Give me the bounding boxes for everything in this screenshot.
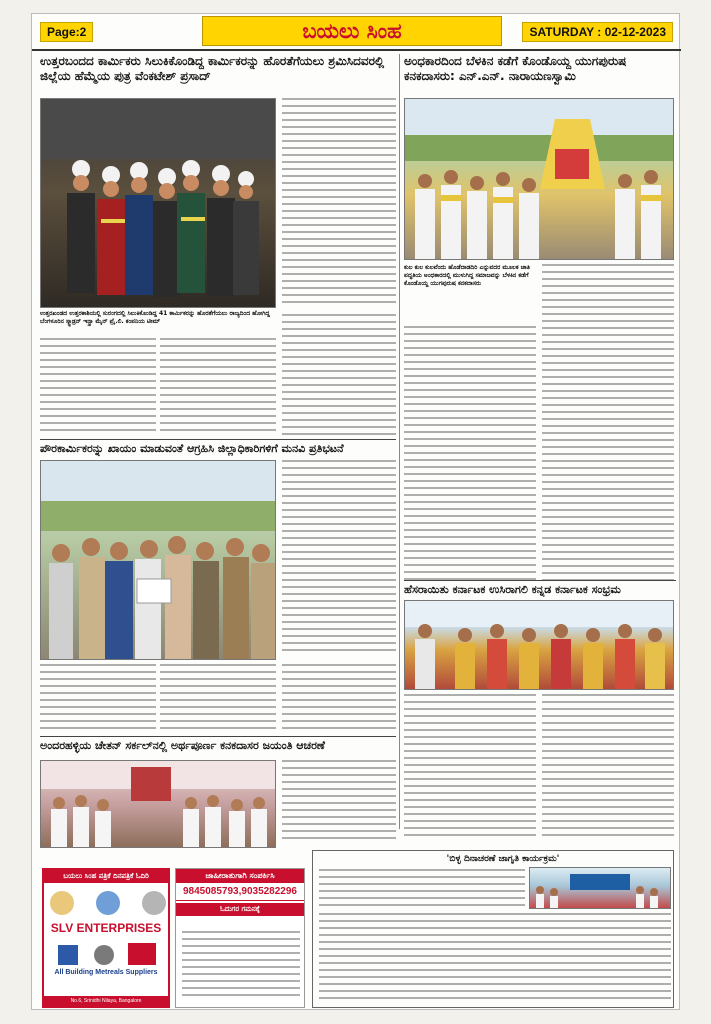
ad-logos-row (44, 887, 170, 921)
header-divider (32, 49, 681, 51)
article-text-block (404, 326, 536, 588)
headline-tunnel-rescue: ಉತ್ತರಬಂದದ ಕಾರ್ಮಿಕರು ಸಿಲುಕಿಕೊಂಡಿದ್ದ ಕಾರ್ಮಿಕರನ್ನು ಹೊರತೆಗೆಯಲು ಶ್ರಮಿಸಿದವರಲ್ಲಿ ಜಿಲ್ಲೆಯ ಹೆಮ್ಮೆಯ ಪುತ್ರ ವೆಂಕಟೇಶ್ ಪ್ರಸಾದ್ (40, 54, 385, 83)
photo-protest-memorandum (40, 460, 276, 660)
article-text-block (282, 664, 396, 736)
ad-notice-title: ಓದುಗರ ಗಮನಕ್ಕೆ (176, 903, 304, 916)
article-text-block (160, 664, 276, 736)
article-text-block (40, 338, 156, 438)
issue-date: SATURDAY : 02-12-2023 (522, 22, 673, 42)
photo-awareness-programme (529, 867, 671, 909)
headline-workers-protest: ಪೌರಕಾರ್ಮಿಕರನ್ನು ಖಾಯಂ ಮಾಡುವಂತೆ ಆಗ್ರಹಿಸಿ ಜಿಲ್ಲಾಧಿಕಾರಿಗಳಿಗೆ ಮನವಿ ಪ್ರತಿಭಟನೆ (40, 442, 344, 455)
article-text-block (282, 314, 396, 438)
ad-contact-title: ಜಾಹೀರಾತುಗಾಗಿ ಸಂಪರ್ಕಿಸಿ (176, 869, 304, 883)
section-divider (40, 736, 396, 737)
section-divider (404, 580, 676, 581)
photo-caption: ಉತ್ತರಖಂಡದ ಉತ್ತರಕಾಶಿಯಲ್ಲಿ ಸುರಂಗದಲ್ಲಿ ಸಿಲುಕಿಕೊಂಡಿದ್ದ 41 ಕಾರ್ಮಿಕರನ್ನು ಹೊರತೆಗೆಯಲು ರಾಜ್ಯದಿಂದ ಹೋಗಿದ್ದ ಬೆಂಗಳೂರಿನ ಸ್ಕ್ವಾಡ್ರನ್ ಇನ್ಫ್ರಾ ಮೈನ್ ಪ್ರೈ.ಲಿ. ಕಂಪನಿಯ ಟೀಮ್ (40, 310, 270, 325)
headline-karnataka-sambhrama: ಹೆಸರಾಯಿತು ಕರ್ನಾಟಕ ಉಸಿರಾಗಲಿ ಕನ್ನಡ ಕರ್ನಾಟಕ ಸಂಭ್ರಮ (404, 583, 621, 596)
newspaper-page (31, 13, 680, 1010)
ad-address: No.6, Srinidhi Nilaya, Bangalore (44, 996, 168, 1006)
page-number: Page:2 (40, 22, 93, 42)
ad-tagline: All Building Metreals Suppliers (54, 969, 158, 976)
photo-jayanti-celebration (40, 760, 276, 848)
pull-quote: ಕುಲ ಕುಲ ಕುಲವೆಂದು ಹೊಡೆದಾಡದಿರಿ ಎನ್ನುವದರ ಮೂಲಕ ಜಾತಿ ಪದ್ಧತಿಯ ಅಂಧಕಾರದಲ್ಲಿ ಮುಳುಗಿದ್ದ ಸಮಾಜವನ್ನು ಬೆಳಕಿನ ಕಡೆಗೆ ಕೊಂಡೊಯ್ದ ಯುಗಪುರುಷ ಕನಕದಾಸರು (404, 264, 530, 287)
rajyotsava-illustration (405, 601, 674, 690)
awareness-illustration (530, 868, 671, 909)
headline-awareness: 'ಬಿಳ್ಳ ದಿನಾಚರಣೆ ಜಾಗೃತಿ ಕಾರ್ಯಕ್ರಮ' (446, 854, 560, 864)
ad-slv-enterprises (42, 868, 170, 1008)
article-text-block (542, 694, 674, 844)
headline-kanaka-jayanti: ಅಂದರಹಳ್ಳಿಯ ಚೇತನ್ ಸರ್ಕಲ್‌ನಲ್ಲಿ ಅರ್ಥಪೂರ್ಣ ಕನಕದಾಸರ ಜಯಂತಿ ಆಚರಣೆ (40, 739, 325, 752)
article-text-block (160, 338, 276, 438)
article-text-block (40, 664, 156, 736)
ad-notice-text (182, 931, 300, 1001)
ad-business-name: SLV ENTERPRISES (50, 921, 162, 935)
headline-kanakadasa: ಅಂಧಕಾರದಿಂದ ಬೆಳಕಿನ ಕಡೆಗೆ ಕೊಂಡೊಯ್ದ ಯುಗಪುರುಷ ಕನಕದಾಸರು: ಎನ್.ಎನ್. ನಾರಾಯಣಸ್ವಾಮಿ (404, 54, 627, 83)
ad-classifieds (175, 868, 305, 1008)
awareness-programme-box (312, 850, 674, 1008)
procession-illustration (405, 99, 674, 260)
masthead-title: ಬಯಲು ಸಿಂಹ (202, 16, 502, 46)
ad-band: ಬಯಲು ಸಿಂಹ ಪತ್ರಿಕೆ ದಿನಪತ್ರಿಕೆ ಓದಿರಿ (44, 870, 168, 883)
article-text-block (282, 760, 396, 848)
article-text-block (404, 694, 536, 844)
column-divider (399, 54, 400, 829)
section-divider (40, 439, 396, 440)
article-text-block (319, 869, 525, 909)
photo-rajyotsava (404, 600, 674, 690)
page-header (32, 14, 681, 48)
article-text-block (282, 98, 396, 310)
article-text-block (319, 913, 671, 1005)
article-text-block (542, 264, 674, 588)
photo-kanaka-procession (404, 98, 674, 260)
building-materials-icon (44, 935, 170, 969)
ad-phone-numbers: 9845085793,9035282296 (176, 883, 304, 901)
celebration-illustration (41, 761, 276, 848)
photo-rescue-team (40, 98, 276, 308)
article-text-block (282, 460, 396, 660)
rescue-team-illustration (41, 99, 276, 308)
protest-group-illustration (41, 461, 276, 660)
